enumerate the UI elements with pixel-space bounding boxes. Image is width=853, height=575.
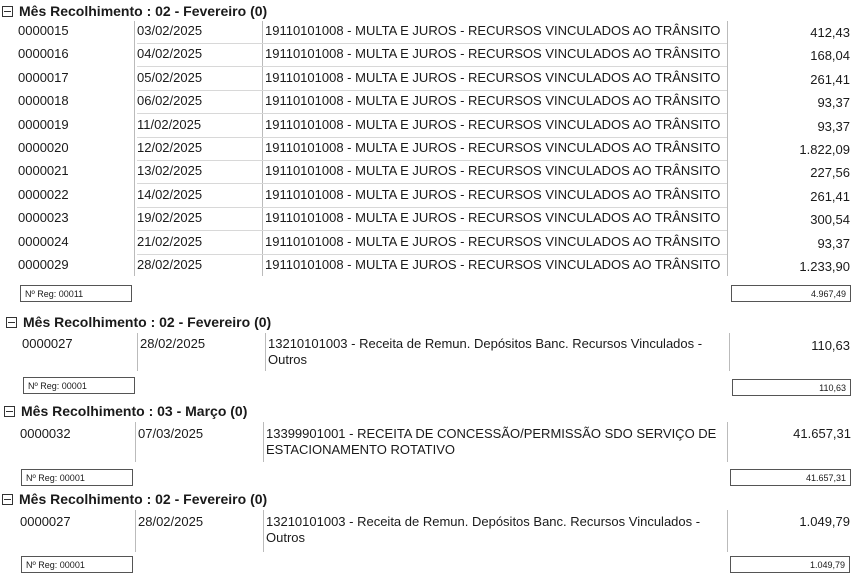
collapse-icon[interactable] <box>6 317 17 328</box>
record-description: 13399901001 - RECEITA DE CONCESSÃO/PERMISSÃO SDO SERVIÇO DE ESTACIONAMENTO ROTATIVO <box>266 426 717 457</box>
record-id: 0000019 <box>18 117 69 132</box>
record-id: 0000029 <box>18 257 69 272</box>
record-value: 412,43 <box>810 25 850 40</box>
record-date: 28/02/2025 <box>137 257 203 272</box>
record-value: 1.233,90 <box>799 259 850 274</box>
row-divider <box>137 254 727 255</box>
record-date: 04/02/2025 <box>137 46 203 61</box>
record-value: 1.822,09 <box>799 142 850 157</box>
record-id: 0000027 <box>20 514 71 529</box>
column-divider <box>727 21 728 276</box>
column-divider <box>135 422 136 462</box>
group-header <box>6 313 271 331</box>
record-description: 19110101008 - MULTA E JUROS - RECURSOS VINCULADOS AO TRÂNSITO <box>265 234 721 249</box>
record-date: 28/02/2025 <box>140 336 206 351</box>
collapse-icon[interactable] <box>4 406 15 417</box>
record-description: 19110101008 - MULTA E JUROS - RECURSOS VINCULADOS AO TRÂNSITO <box>265 140 721 155</box>
record-value: 93,37 <box>817 95 850 110</box>
record-date: 11/02/2025 <box>137 117 202 132</box>
record-date: 05/02/2025 <box>137 70 203 85</box>
record-id: 0000017 <box>18 70 69 85</box>
record-date: 12/02/2025 <box>137 140 203 155</box>
record-date: 28/02/2025 <box>138 514 204 529</box>
record-description: 19110101008 - MULTA E JUROS - RECURSOS VINCULADOS AO TRÂNSITO <box>265 23 721 38</box>
column-divider <box>727 510 728 552</box>
group-title: Mês Recolhimento : 02 - Fevereiro (0) <box>19 491 268 507</box>
record-description: 19110101008 - MULTA E JUROS - RECURSOS VINCULADOS AO TRÂNSITO <box>265 70 721 85</box>
row-divider <box>137 113 727 114</box>
record-value: 93,37 <box>817 236 850 251</box>
column-divider <box>727 422 728 462</box>
column-divider <box>137 333 138 371</box>
group-header <box>4 402 247 420</box>
record-date: 03/02/2025 <box>137 23 203 38</box>
row-divider <box>137 183 727 184</box>
row-divider <box>137 160 727 161</box>
record-description: 19110101008 - MULTA E JUROS - RECURSOS VINCULADOS AO TRÂNSITO <box>265 187 721 202</box>
record-id: 0000022 <box>18 187 69 202</box>
record-date: 14/02/2025 <box>137 187 203 202</box>
record-id: 0000023 <box>18 210 69 225</box>
record-value: 93,37 <box>817 119 850 134</box>
record-id: 0000018 <box>18 93 69 108</box>
row-divider <box>137 66 727 67</box>
record-description: 13210101003 - Receita de Remun. Depósitos Banc. Recursos Vinculados - Outros <box>266 514 701 545</box>
record-value: 110,63 <box>811 338 850 353</box>
record-description: 19110101008 - MULTA E JUROS - RECURSOS VINCULADOS AO TRÂNSITO <box>265 210 721 225</box>
record-value: 1.049,79 <box>799 514 850 529</box>
record-value: 168,04 <box>810 48 850 63</box>
record-value: 261,41 <box>810 72 850 87</box>
column-divider <box>135 510 136 552</box>
record-value: 261,41 <box>810 189 850 204</box>
group-title: Mês Recolhimento : 02 - Fevereiro (0) <box>23 314 272 330</box>
group-title: Mês Recolhimento : 02 - Fevereiro (0) <box>19 3 268 19</box>
record-id: 0000016 <box>18 46 69 61</box>
record-date: 07/03/2025 <box>138 426 204 441</box>
row-divider <box>137 43 727 44</box>
record-count: Nº Reg: 00001 <box>23 377 135 394</box>
row-divider <box>137 137 727 138</box>
group-total: 110,63 <box>732 379 851 396</box>
group-header <box>2 2 267 20</box>
column-divider <box>263 422 264 462</box>
record-date: 06/02/2025 <box>137 93 203 108</box>
record-description: 19110101008 - MULTA E JUROS - RECURSOS VINCULADOS AO TRÂNSITO <box>265 46 721 61</box>
column-divider <box>262 21 263 276</box>
row-divider <box>137 230 727 231</box>
record-description: 19110101008 - MULTA E JUROS - RECURSOS VINCULADOS AO TRÂNSITO <box>265 117 721 132</box>
group-title: Mês Recolhimento : 03 - Março (0) <box>21 403 248 419</box>
group-total: 1.049,79 <box>730 556 850 573</box>
record-id: 0000027 <box>22 336 73 351</box>
record-description: 19110101008 - MULTA E JUROS - RECURSOS VINCULADOS AO TRÂNSITO <box>265 93 721 108</box>
record-id: 0000021 <box>18 163 69 178</box>
record-description: 19110101008 - MULTA E JUROS - RECURSOS VINCULADOS AO TRÂNSITO <box>265 163 721 178</box>
column-divider <box>265 333 266 371</box>
column-divider <box>134 21 135 276</box>
row-divider <box>137 207 727 208</box>
group-total: 4.967,49 <box>731 285 851 302</box>
record-description: 13210101003 - Receita de Remun. Depósitos Banc. Recursos Vinculados - Outros <box>268 336 703 367</box>
collapse-icon[interactable] <box>2 6 13 17</box>
record-id: 0000020 <box>18 140 69 155</box>
record-count: Nº Reg: 00001 <box>21 556 133 573</box>
collapse-icon[interactable] <box>2 494 13 505</box>
record-value: 41.657,31 <box>793 426 851 441</box>
group-header <box>2 490 267 508</box>
group-total: 41.657,31 <box>730 469 851 486</box>
row-divider <box>137 90 727 91</box>
record-value: 227,56 <box>810 165 850 180</box>
column-divider <box>729 333 730 371</box>
record-value: 300,54 <box>810 212 850 227</box>
column-divider <box>263 510 264 552</box>
record-id: 0000024 <box>18 234 69 249</box>
record-date: 13/02/2025 <box>137 163 203 178</box>
record-count: Nº Reg: 00011 <box>20 285 132 302</box>
record-id: 0000015 <box>18 23 69 38</box>
record-count: Nº Reg: 00001 <box>21 469 133 486</box>
record-id: 0000032 <box>20 426 71 441</box>
record-date: 19/02/2025 <box>137 210 203 225</box>
record-date: 21/02/2025 <box>137 234 203 249</box>
record-description: 19110101008 - MULTA E JUROS - RECURSOS VINCULADOS AO TRÂNSITO <box>265 257 721 272</box>
